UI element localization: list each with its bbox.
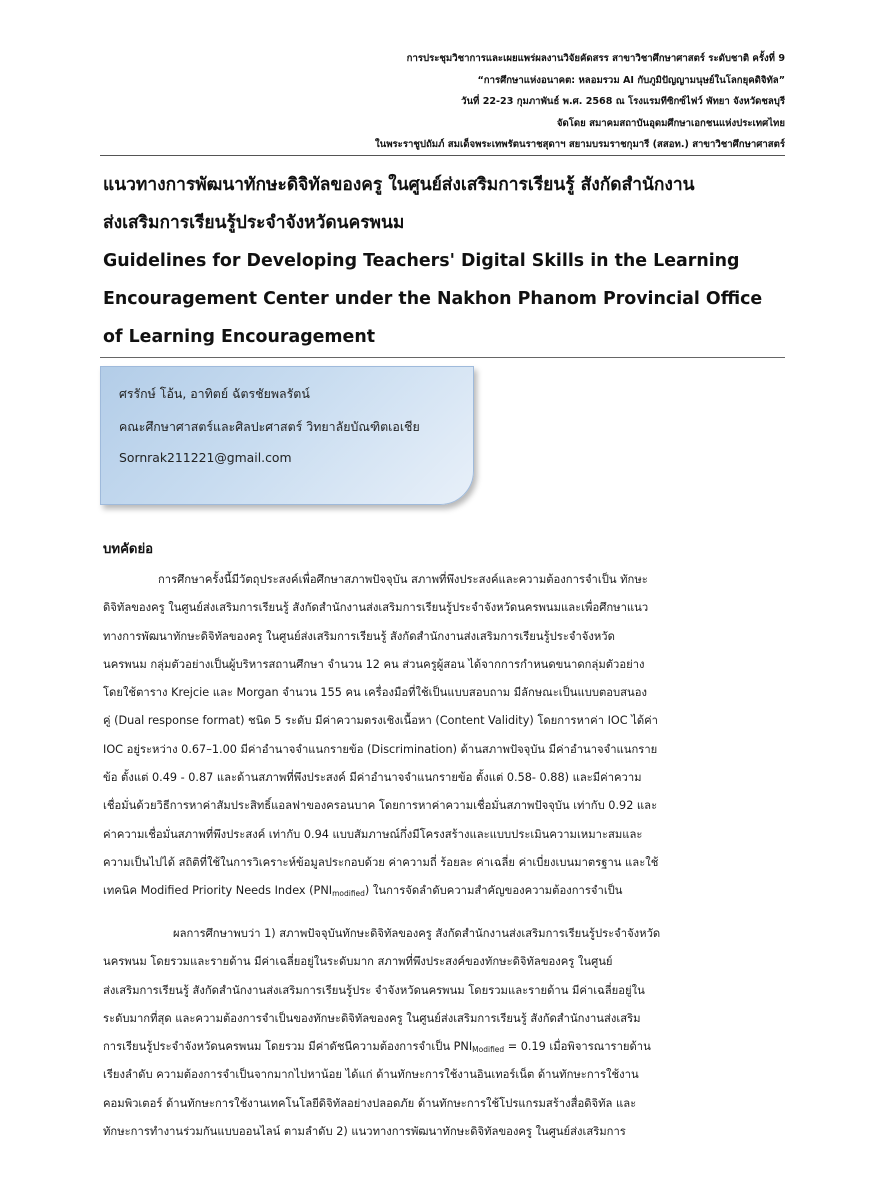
text-line: เชื่อมั่นด้วยวิธีการหาค่าสัมประสิทธิ์แอลฟาของครอนบาค โดยการหาค่าความเชื่อมั่นสภาพปัจจุบัน เท่ากับ 0.92 และ [103,799,658,813]
text-line: คอมพิวเตอร์ ด้านทักษะการใช้งานเทคโนโลยีดิจิทัลอย่างปลอดภัย ด้านทักษะการใช้โปรแกรมสร้างสื่อดิจิทัล และ [103,1096,637,1110]
paper-title [103,166,793,356]
pni-subscript: Modified [472,1045,505,1055]
pni-text-before: การเรียนรู้ประจำจังหวัดนครพนม โดยรวม มีค่าดัชนีความต้องการจำเป็น PNI [103,1040,473,1054]
text-line: ระดับมากที่สุด และความต้องการจำเป็นของทักษะดิจิทัลของครู ในศูนย์ส่งเสริมการเรียนรู้ สังกัดสำนักงานส่งเสริม [103,1011,641,1025]
header-line-3: วันที่ 22-23 กุมภาพันธ์ พ.ศ. 2568 ณ โรงแรมทีซิกซ์ไฟว์ พัทยา จังหวัดชลบุรี [461,96,785,107]
header-divider [100,155,785,156]
text-line: ค่าความเชื่อมั่นสภาพที่พึงประสงค์ เท่ากับ 0.94 แบบสัมภาษณ์กึ่งมีโครงสร้างและแบบประเมินความเหมาะสมและ [103,827,643,841]
header-line-1: การประชุมวิชาการและเผยแพร่ผลงานวิจัยคัดสรร สาขาวิชาศึกษาศาสตร์ ระดับชาติ ครั้งที่ 9 [406,53,785,64]
pni-text-before: เทคนิค Modified Priority Needs Index (PNI [103,884,333,898]
text-line: IOC อยู่ระหว่าง 0.67–1.00 มีค่าอำนาจจำแนกรายข้อ (Discrimination) ด้านสภาพปัจจุบัน มีค่าอำนาจจำแนกราย [103,742,658,756]
abstract-heading: บทคัดย่อ [103,542,154,557]
pni-subscript: modified [332,889,365,899]
pni-text-after: ) ในการจัดลำดับความสำคัญของความต้องการจำเป็น [364,884,623,898]
author-affiliation: คณะศึกษาศาสตร์และศิลปะศาสตร์ วิทยาลัยบัณฑิตเอเชีย [119,419,420,434]
text-line: ส่งเสริมการเรียนรู้ สังกัดสำนักงานส่งเสริมการเรียนรู้ประ จำจังหวัดนครพนม โดยรวมและรายด้าน มีค่าเฉลี่ยอยู่ใน [103,983,645,997]
text-line: คู่ (Dual response format) ชนิด 5 ระดับ มีค่าความตรงเชิงเนื้อหา (Content Validity) โดยการหาค่า IOC ได้ค่า [103,714,659,728]
conference-header [95,48,785,156]
title-en-line-1: Guidelines for Developing Teachers' Digital Skills in the Learning [103,251,740,271]
text-line: ข้อ ตั้งแต่ 0.49 - 0.87 และด้านสภาพที่พึงประสงค์ มีค่าอำนาจจำแนกรายข้อ ตั้งแต่ 0.58- 0.88) และมีค่าความ [103,771,642,785]
author-names: ศรรักษ์ โอ้น, อาทิตย์ ฉัตรชัยพลรัตน์ [119,386,310,401]
text-line: ดิจิทัลของครู ในศูนย์ส่งเสริมการเรียนรู้ สังกัดสำนักงานส่งเสริมการเรียนรู้ประจำจังหวัดนครพนมและเพื่อศึกษาแนว [103,601,649,615]
text-line-pni [103,1033,787,1061]
title-thai-line-2: ส่งเสริมการเรียนรู้ประจำจังหวัดนครพนม [103,213,405,233]
abstract-paragraph-1 [103,566,787,906]
title-en-line-2: Encouragement Center under the Nakhon Phanom Provincial Office [103,289,763,309]
text-line: ความเป็นไปได้ สถิติที่ใช้ในการวิเคราะห์ข้อมูลประกอบด้วย ค่าความถี่ ร้อยละ ค่าเฉลี่ย ค่าเบี่ยงเบนมาตรฐาน และใช้ [103,855,659,869]
author-email[interactable]: Sornrak211221@gmail.com [119,450,292,465]
text-line: นครพนม กลุ่มตัวอย่างเป็นผู้บริหารสถานศึกษา จำนวน 12 คน ส่วนครูผู้สอน ได้จากการกำหนดขนาดกลุ่มตัวอย่าง [103,657,645,671]
text-line: เรียงลำดับ ความต้องการจำเป็นจากมากไปหาน้อย ได้แก่ ด้านทักษะการใช้งานอินเทอร์เน็ต ด้านทักษะการใช้งาน [103,1068,639,1082]
text-line: นครพนม โดยรวมและรายด้าน มีค่าเฉลี่ยอยู่ในระดับมาก สภาพที่พึงประสงค์ของทักษะดิจิทัลของครู ในศูนย์ [103,955,613,969]
header-line-2: “การศึกษาแห่งอนาคต: หลอมรวม AI กับภูมิปัญญามนุษย์ในโลกยุคดิจิทัล” [477,74,785,86]
pni-text-after: = 0.19 เมื่อพิจารณารายด้าน [504,1040,651,1054]
title-en-line-3: of Learning Encouragement [103,327,376,347]
header-line-4: จัดโดย สมาคมสถาบันอุดมศึกษาเอกชนแห่งประเทศไทย [556,117,785,129]
text-line-pni [103,877,787,905]
text-line: ผลการศึกษาพบว่า 1) สภาพปัจจุบันทักษะดิจิทัลของครู สังกัดสำนักงานส่งเสริมการเรียนรู้ประจำจังหวัด [173,927,661,940]
text-line: การศึกษาครั้งนี้มีวัตถุประสงค์เพื่อศึกษาสภาพปัจจุบัน สภาพที่พึงประสงค์และความต้องการจำเป็น ทักษะ [158,573,648,586]
text-line: ทางการพัฒนาทักษะดิจิทัลของครู ในศูนย์ส่งเสริมการเรียนรู้ สังกัดสำนักงานส่งเสริมการเรียนรู้ประจำจังหวัด [103,629,615,643]
abstract-paragraph-2 [103,920,787,1146]
text-line: โดยใช้ตาราง Krejcie และ Morgan จำนวน 155 คน เครื่องมือที่ใช้เป็นแบบสอบถาม มีลักษณะเป็นแบบตอบสนอง [103,686,647,700]
header-line-5: ในพระราชูปถัมภ์ สมเด็จพระเทพรัตนราชสุดาฯ สยามบรมราชกุมารี (สสอท.) สาขาวิชาศึกษาศาสตร์ [374,139,785,150]
title-thai-line-1: แนวทางการพัฒนาทักษะดิจิทัลของครู ในศูนย์ส่งเสริมการเรียนรู้ สังกัดสำนักงาน [103,175,695,195]
author-info-box [100,366,474,505]
text-line: ทักษะการทำงานร่วมกันแบบออนไลน์ ตามลำดับ 2) แนวทางการพัฒนาทักษะดิจิทัลของครู ในศูนย์ส่งเสริมการ [103,1125,626,1139]
title-divider [100,357,785,358]
